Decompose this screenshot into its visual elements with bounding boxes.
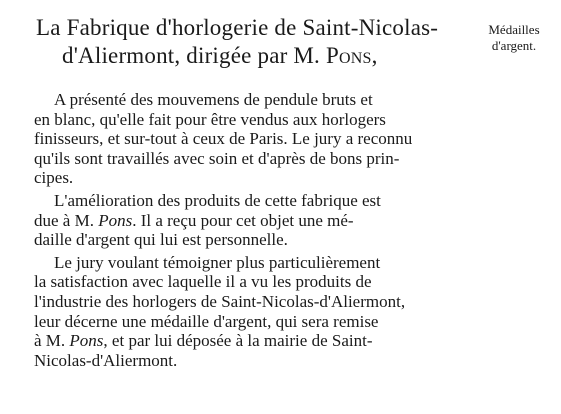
paragraph-2-line-2-suffix: . Il a reçu pour cet objet une mé- [132, 210, 354, 230]
paragraph-1-line: qu'ils sont travaillés avec soin et d'après de bons prin- [34, 148, 400, 168]
section-heading [36, 14, 468, 70]
heading-line-2 [36, 42, 468, 70]
paragraph-1-line: finisseurs, et sur-tout à ceux de Paris. Le jury a reconnu [34, 129, 413, 149]
margin-note-award [479, 22, 549, 54]
margin-note-line-2: d'argent. [491, 38, 537, 53]
heading-line-1: La Fabrique d'horlogerie de Saint-Nicolas- [36, 15, 439, 40]
paragraph-2-line [34, 211, 474, 231]
paragraph-2-line-2-prefix: due à M. [34, 210, 99, 230]
paragraph-3-line: Le jury voulant témoigner plus particulièrement [54, 252, 381, 272]
heading-line-2-suffix: , [371, 43, 378, 68]
paragraph-3-line: leur décerne une médaille d'argent, qui sera remise [34, 311, 379, 331]
heading-line-2-prefix: d'Aliermont, dirigée par M. [62, 43, 326, 68]
paragraph-2-line: daille d'argent qui lui est personnelle. [34, 230, 288, 250]
paragraph-3-line-5-prefix: à M. [34, 331, 70, 351]
paragraph-1-line: en blanc, qu'elle fait pour être vendus aux horlogers [34, 109, 386, 129]
margin-note-line-1: Médailles [488, 22, 540, 37]
paragraph-3-line: Nicolas-d'Aliermont. [34, 350, 178, 370]
paragraph-3-line [34, 331, 474, 351]
paragraph-1-line: A présenté des mouvemens de pendule bruts et [54, 90, 373, 109]
paragraph-3-director-name: Pons [69, 331, 104, 351]
paragraph-1-line: cipes. [34, 168, 74, 188]
paragraph-3-line: l'industrie des horlogers de Saint-Nicolas-d'Aliermont, [34, 291, 406, 311]
body-text [34, 90, 474, 373]
paragraph-2-line: L'amélioration des produits de cette fabrique est [54, 190, 381, 210]
paragraph-3 [34, 253, 474, 371]
paragraph-3-line: la satisfaction avec laquelle il a vu les produits de [34, 272, 372, 292]
heading-director-name: Pons [325, 43, 372, 68]
paragraph-2 [34, 191, 474, 250]
paragraph-1 [34, 90, 474, 188]
paragraph-3-line-5-suffix: , et par lui déposée à la mairie de Saint- [103, 331, 373, 351]
paragraph-2-director-name: Pons [98, 210, 133, 230]
